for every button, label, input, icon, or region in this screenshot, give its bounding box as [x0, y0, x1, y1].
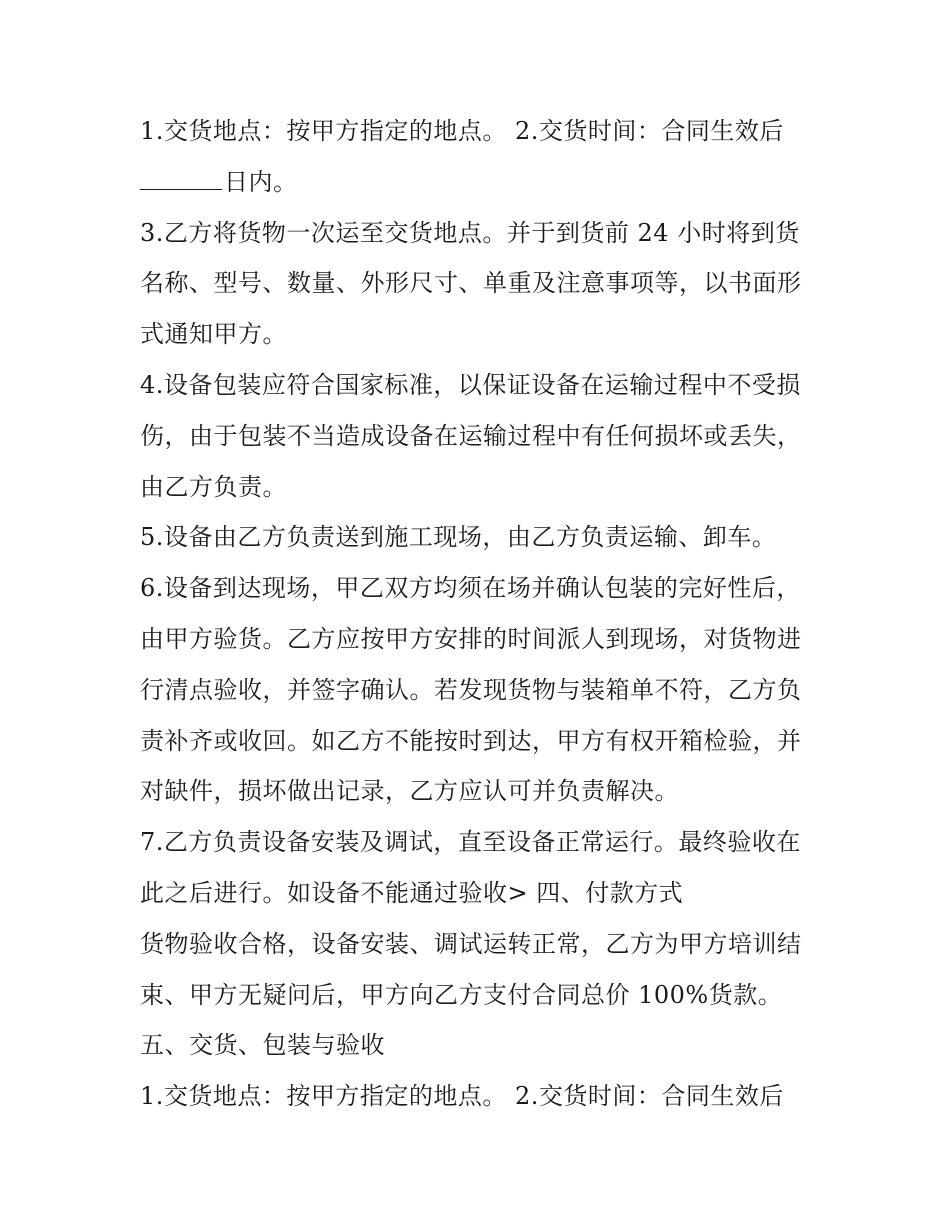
text-line: 对缺件，损坏做出记录，乙方应认可并负责解决。: [140, 777, 679, 806]
text-line: 1.交货地点：按甲方指定的地点。 2.交货时间：合同生效后: [140, 1082, 784, 1111]
text-line: 3.乙方将货物一次运至交货地点。并于到货前 24 小时将到货: [140, 218, 800, 247]
text-fragment: 日内。: [224, 167, 298, 196]
text-line: 7.乙方负责设备安装及调试，直至设备正常运行。最终验收在: [140, 828, 801, 857]
text-line: 由甲方验货。乙方应按甲方安排的时间派人到现场，对货物进: [140, 624, 802, 653]
fill-in-blank: [140, 159, 222, 190]
text-line: 由乙方负责。: [140, 472, 287, 501]
text-line: 6.设备到达现场，甲乙双方均须在场并确认包装的完好性后，: [140, 574, 801, 603]
text-line: 5.设备由乙方负责送到施工现场，由乙方负责运输、卸车。: [140, 523, 777, 552]
text-line: 责补齐或收回。如乙方不能按时到达，甲方有权开箱检验，并: [140, 726, 802, 755]
text-line: 1.交货地点：按甲方指定的地点。 2.交货时间：合同生效后: [140, 117, 784, 145]
document-body: [140, 106, 815, 1122]
text-line: 货物验收合格，设备安装、调试运转正常，乙方为甲方培训结: [140, 929, 802, 958]
text-line: 名称、型号、数量、外形尺寸、单重及注意事项等，以书面形: [140, 269, 802, 298]
text-line: 式通知甲方。: [140, 320, 287, 349]
text-line: 行清点验收，并签字确认。若发现货物与装箱单不符，乙方负: [140, 675, 802, 704]
text-line: 此之后进行。如设备不能通过验收> 四、付款方式: [140, 878, 684, 907]
text-line: 束、甲方无疑问后，甲方向乙方支付合同总价 100%货款。: [140, 980, 783, 1009]
text-line: 伤，由于包装不当造成设备在运输过程中有任何损坏或丢失，: [140, 421, 802, 450]
text-line: 4.设备包装应符合国家标准，以保证设备在运输过程中不受损: [140, 370, 801, 399]
section-heading: 五、交货、包装与验收: [140, 1031, 385, 1060]
text-line-with-blank: [140, 157, 815, 208]
